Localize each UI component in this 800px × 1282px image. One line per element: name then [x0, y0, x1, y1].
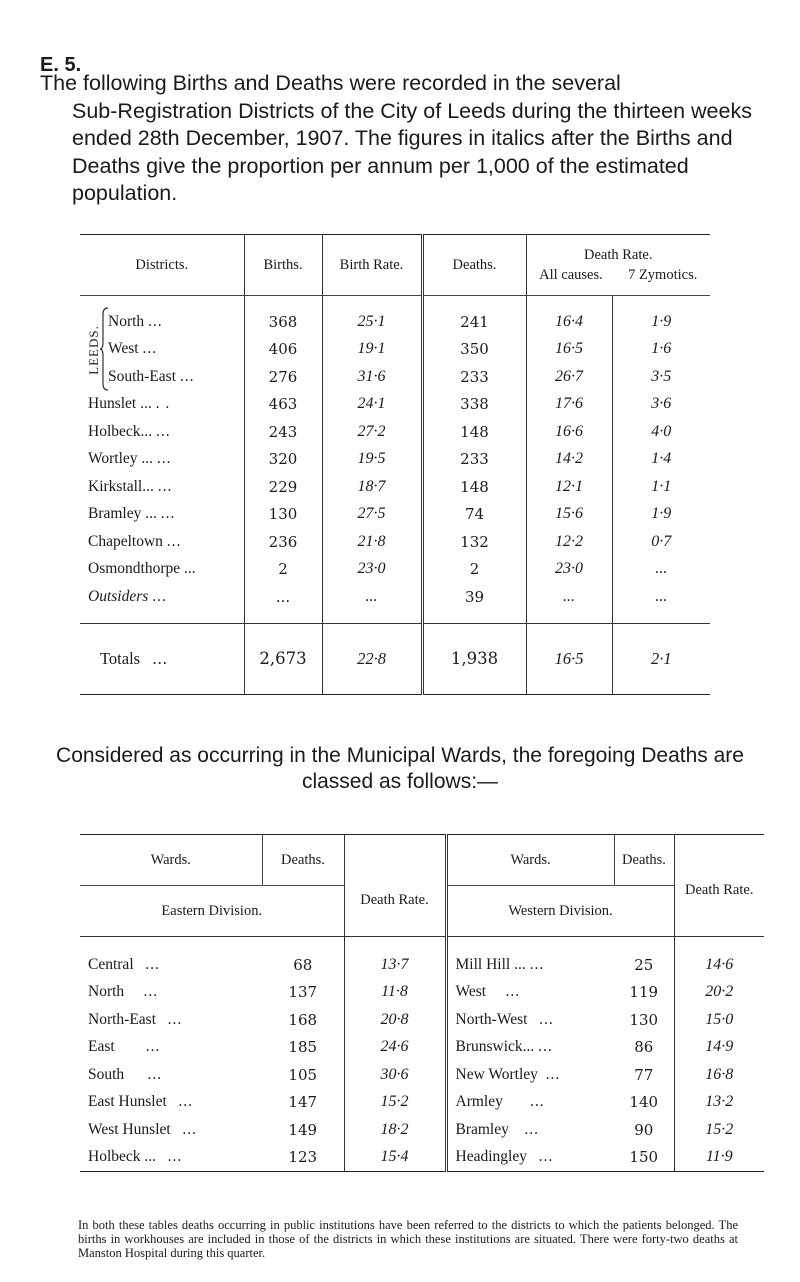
east-ward-cell: North-East ...: [88, 1010, 183, 1028]
east-deaths-cell: 185: [262, 1034, 344, 1062]
death-zym-cell: 1·9: [651, 312, 672, 330]
deaths-cell: 148: [422, 473, 526, 501]
eastern-division: Eastern Division.: [80, 886, 344, 937]
death-zym-cell: 1·4: [651, 450, 672, 468]
birth-rate-cell: 18·7: [322, 473, 422, 501]
west-rate-cell: 15·0: [705, 1010, 734, 1028]
death-all-cell: 12·2: [526, 528, 612, 556]
table-row: [80, 1061, 764, 1089]
col-districts: Districts.: [80, 235, 244, 296]
west-deaths-cell: 140: [614, 1089, 674, 1117]
birth-rate-cell: 21·8: [322, 528, 422, 556]
east-deaths-cell: 123: [262, 1144, 344, 1172]
birth-rate-cell: 27·2: [322, 418, 422, 446]
east-ward-cell: East ...: [88, 1038, 161, 1056]
death-zym-cell: 4·0: [651, 422, 672, 440]
deaths-cell: 350: [422, 336, 526, 364]
death-all-cell: 16·6: [526, 418, 612, 446]
col-births: Births.: [244, 235, 322, 296]
spacer-row: [80, 296, 710, 309]
table-row: [80, 1006, 764, 1034]
east-deaths-cell: 137: [262, 979, 344, 1007]
spacer-row: [80, 937, 764, 952]
spacer-row: [80, 611, 710, 624]
district-cell: Outsiders ...: [80, 583, 244, 611]
death-zym-cell: ...: [655, 560, 668, 578]
table2-header-row: [80, 835, 764, 886]
district-cell: Kirkstall... ...: [80, 473, 244, 501]
intro-rest: Sub-Registration Districts of the City of Leeds during the thirteen weeks ended 28th December, 1907. The figures in italics after the Births and Deaths give the proportion per annum per 1,000 of the estimated population.: [72, 98, 752, 205]
table-row: [80, 1034, 764, 1062]
births-cell: 463: [244, 391, 322, 419]
east-deaths-cell: 149: [262, 1116, 344, 1144]
deaths-cell: 39: [422, 583, 526, 611]
births-cell: 130: [244, 501, 322, 529]
west-rate-cell: 15·2: [705, 1120, 734, 1138]
death-all-cell: 12·1: [526, 473, 612, 501]
district-cell: Chapeltown ...: [80, 528, 244, 556]
death-zym-cell: 3·6: [651, 395, 672, 413]
table-row: [80, 501, 710, 529]
east-rate-cell: 15·2: [344, 1089, 446, 1117]
deaths-cell: 338: [422, 391, 526, 419]
col-all-causes: All causes.: [539, 266, 603, 283]
table1-header-row: [80, 235, 710, 296]
east-deaths-cell: 168: [262, 1006, 344, 1034]
deaths-cell: 233: [422, 363, 526, 391]
east-rate-cell: 13·7: [344, 951, 446, 979]
west-rate-cell: 11·9: [674, 1144, 764, 1172]
west-ward-cell: North-West ...: [455, 1010, 554, 1028]
wards-section-title: Considered as occurring in the Municipal Wards, the foregoing Deaths are classed as follows:—: [56, 744, 744, 793]
death-all-cell: 14·2: [526, 446, 612, 474]
birth-rate-cell: 19·5: [322, 446, 422, 474]
district-cell: North ...: [80, 308, 244, 336]
births-cell: ...: [244, 583, 322, 611]
west-ward-cell: Brunswick... ...: [455, 1038, 553, 1056]
birth-rate-cell: 24·1: [322, 391, 422, 419]
district-cell: West ...: [80, 336, 244, 364]
west-deaths-cell: 86: [614, 1034, 674, 1062]
east-ward-cell: North ...: [88, 983, 159, 1001]
east-rate-cell: 20·8: [344, 1006, 446, 1034]
leeds-label: LEEDS.: [86, 325, 102, 375]
table-row: [80, 418, 710, 446]
death-all-cell: 26·7: [526, 363, 612, 391]
births-cell: 243: [244, 418, 322, 446]
col-deaths-east: Deaths.: [262, 835, 344, 886]
death-all-cell: 16·5: [526, 336, 612, 364]
death-zym-cell: ...: [655, 587, 668, 605]
col-deaths-west: Deaths.: [614, 835, 674, 886]
col-death-rate-east: Death Rate.: [344, 835, 446, 937]
col-death-rate-west: Death Rate.: [674, 835, 764, 937]
birth-rate-cell: ...: [322, 583, 422, 611]
west-ward-cell: Headingley ...: [446, 1144, 614, 1172]
births-deaths-table: [80, 234, 710, 695]
table-row: [80, 556, 710, 584]
birth-rate-cell: 27·5: [322, 501, 422, 529]
births-cell: 368: [244, 308, 322, 336]
district-cell: Bramley ... ...: [80, 501, 244, 529]
east-rate-cell: 15·4: [344, 1144, 446, 1172]
col-zymotics: 7 Zymotics.: [628, 266, 698, 283]
births-cell: 320: [244, 446, 322, 474]
table-row: [80, 583, 710, 611]
death-zym-cell: 1·1: [651, 477, 672, 495]
western-division: Western Division.: [446, 886, 674, 937]
totals-row: [80, 623, 710, 694]
west-rate-cell: 16·8: [705, 1065, 734, 1083]
district-cell: Holbeck... ...: [80, 418, 244, 446]
intro-paragraph: [40, 70, 760, 208]
east-ward-cell: West Hunslet ...: [88, 1120, 197, 1138]
births-cell: 236: [244, 528, 322, 556]
table-row: [80, 528, 710, 556]
east-ward-cell: Central ...: [88, 955, 160, 973]
west-rate-cell: 13·2: [705, 1093, 734, 1111]
birth-rate-cell: 31·6: [322, 363, 422, 391]
death-all-cell: 23·0: [526, 556, 612, 584]
east-ward-cell: East Hunslet ...: [88, 1093, 194, 1111]
births-cell: 2: [244, 556, 322, 584]
death-zym-cell: 1·6: [651, 340, 672, 358]
west-ward-cell: New Wortley ...: [455, 1065, 561, 1083]
east-rate-cell: 11·8: [344, 979, 446, 1007]
east-rate-cell: 30·6: [344, 1061, 446, 1089]
birth-rate-cell: 23·0: [322, 556, 422, 584]
west-ward-cell: West ...: [455, 983, 521, 1001]
east-ward-cell: South ...: [88, 1065, 163, 1083]
death-rate-title: Death Rate.: [584, 246, 653, 263]
intro-first-line: The following Births and Deaths were recorded in the several: [40, 71, 621, 95]
birth-rate-cell: 25·1: [322, 308, 422, 336]
east-deaths-cell: 147: [262, 1089, 344, 1117]
births-cell: 276: [244, 363, 322, 391]
births-cell: 406: [244, 336, 322, 364]
col-death-rate: [526, 235, 710, 296]
table-row: [80, 391, 710, 419]
death-all-cell: ...: [526, 583, 612, 611]
totals-deaths: 1,938: [422, 623, 526, 694]
west-rate-cell: 14·9: [705, 1038, 734, 1056]
totals-birth-rate: 22·8: [322, 623, 422, 694]
table-row: [80, 951, 764, 979]
table-row: [80, 979, 764, 1007]
table-row: [80, 1116, 764, 1144]
west-ward-cell: Bramley ...: [455, 1120, 539, 1138]
table-row: [80, 1144, 764, 1172]
births-cell: 229: [244, 473, 322, 501]
section-number: E. 5.: [40, 54, 82, 76]
col-wards-east: Wards.: [80, 835, 262, 886]
table-row: [80, 308, 710, 336]
footnote: In both these tables deaths occurring in public institutions have been referred to the districts to which the patients belonged. The births in workhouses are included in those of the districts in which these institutions are situated. There were forty-two deaths at Manston Hospital during this quarter.: [78, 1218, 738, 1260]
west-rate-cell: 20·2: [705, 983, 734, 1001]
deaths-cell: 233: [422, 446, 526, 474]
col-wards-west: Wards.: [446, 835, 614, 886]
west-ward-cell: Armley ...: [455, 1093, 545, 1111]
death-all-cell: 15·6: [526, 501, 612, 529]
west-deaths-cell: 130: [614, 1006, 674, 1034]
west-ward-cell: Mill Hill ... ...: [455, 955, 545, 973]
district-cell: Osmondthorpe ...: [80, 556, 244, 584]
west-deaths-cell: 90: [614, 1116, 674, 1144]
totals-death-all: 16·5: [526, 623, 612, 694]
deaths-cell: 74: [422, 501, 526, 529]
district-cell: South-East ...: [80, 363, 244, 391]
death-zym-cell: 1·9: [651, 505, 672, 523]
table-row: [80, 1089, 764, 1117]
death-rate-subheaders: [527, 267, 711, 284]
district-cell: Wortley ... ...: [80, 446, 244, 474]
district-cell: Hunslet ... . .: [80, 391, 244, 419]
table-row: [80, 336, 710, 364]
totals-births: 2,673: [244, 623, 322, 694]
table-row: [80, 446, 710, 474]
col-birth-rate: Birth Rate.: [322, 235, 422, 296]
east-ward-cell: Holbeck ... ...: [80, 1144, 262, 1172]
wards-deaths-table: [80, 834, 764, 1172]
west-deaths-cell: 119: [614, 979, 674, 1007]
totals-death-zym: 2·1: [612, 623, 710, 694]
deaths-cell: 148: [422, 418, 526, 446]
east-deaths-cell: 68: [262, 951, 344, 979]
table-row: [80, 363, 710, 391]
death-zym-cell: 0·7: [651, 532, 672, 550]
table-row: [80, 473, 710, 501]
west-deaths-cell: 150: [614, 1144, 674, 1172]
west-deaths-cell: 77: [614, 1061, 674, 1089]
death-zym-cell: 3·5: [651, 367, 672, 385]
col-deaths: Deaths.: [422, 235, 526, 296]
west-deaths-cell: 25: [614, 951, 674, 979]
death-all-cell: 16·4: [526, 308, 612, 336]
deaths-cell: 241: [422, 308, 526, 336]
birth-rate-cell: 19·1: [322, 336, 422, 364]
deaths-cell: 2: [422, 556, 526, 584]
east-rate-cell: 18·2: [344, 1116, 446, 1144]
east-deaths-cell: 105: [262, 1061, 344, 1089]
deaths-cell: 132: [422, 528, 526, 556]
death-all-cell: 17·6: [526, 391, 612, 419]
east-rate-cell: 24·6: [344, 1034, 446, 1062]
west-rate-cell: 14·6: [705, 955, 734, 973]
totals-label: Totals ...: [80, 623, 244, 694]
